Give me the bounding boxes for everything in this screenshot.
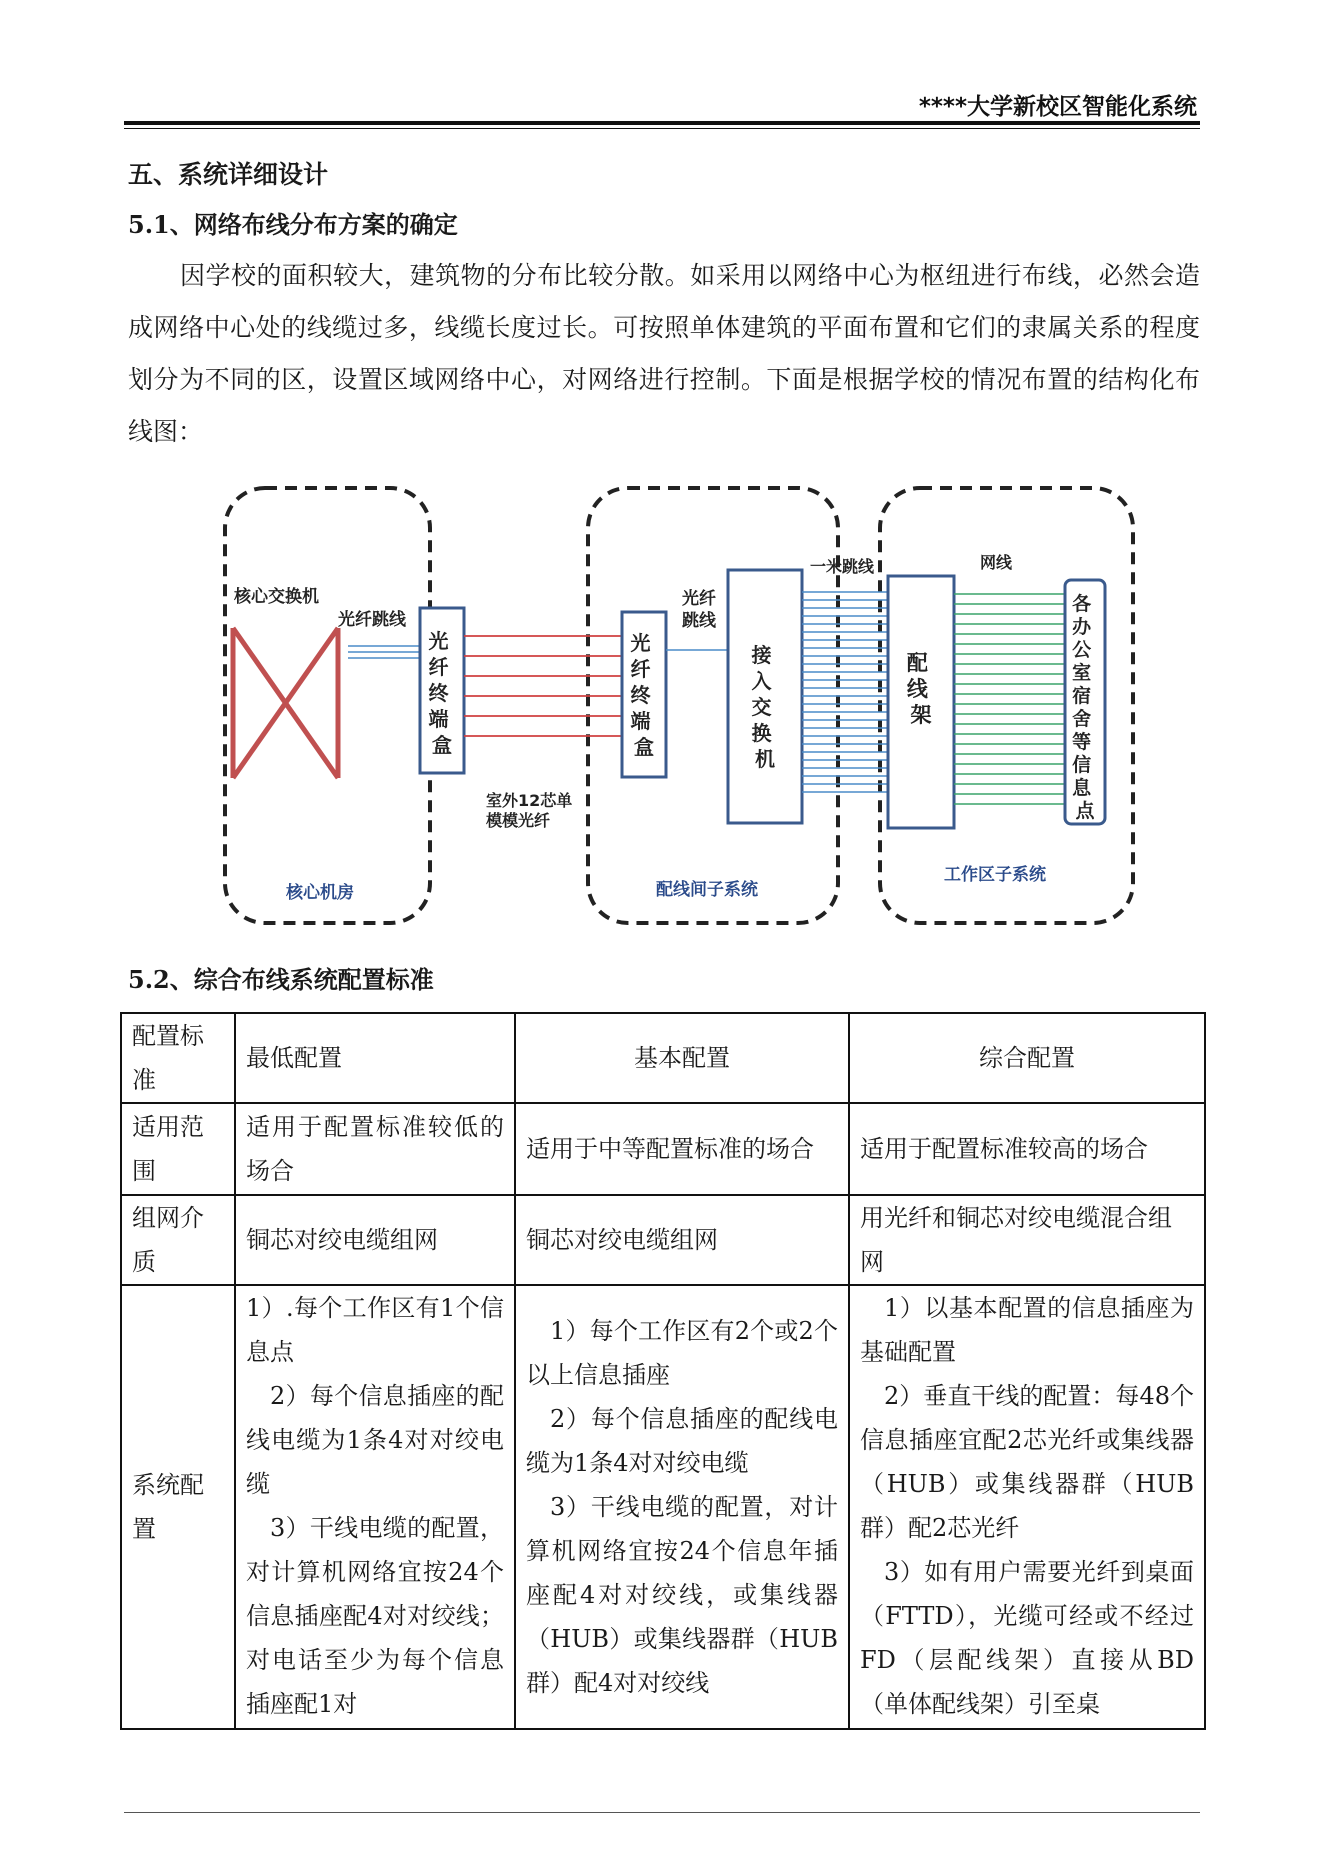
subsection-heading-5-1: 5.1、网络布线分布方案的确定 — [128, 210, 458, 239]
cell-item: 1）每个工作区有2个或2个以上信息插座 — [526, 1317, 838, 1389]
network-cable-lines — [954, 594, 1065, 804]
table-cell: 适用于中等配置标准的场合 — [515, 1103, 849, 1195]
cell-item: 3）干线电缆的配置，对计算机网络宜按24个信息插座配4对对绞线；对电话至少为每个信息插座配1对 — [246, 1514, 504, 1718]
outdoor-fiber-lines — [464, 636, 622, 736]
fiber-terminal-box-1-label: 光 纤 终 端 盒 — [428, 629, 452, 757]
table-cell — [515, 1285, 849, 1729]
cell-item: 2）每个信息插座的配线电缆为1条4对对绞电缆 — [246, 1382, 504, 1498]
cell-item: 3）如有用户需要光纤到桌面（FTTD），光缆可经或不经过FD（层配线架）直接从BD（单体配线架）引至桌 — [860, 1558, 1194, 1718]
table-cell: 铜芯对绞电缆组网 — [515, 1195, 849, 1285]
config-standard-table — [120, 1012, 1206, 1730]
cell-item: 1）.每个工作区有1个信息点 — [246, 1294, 504, 1366]
network-cable-label: 网线 — [980, 553, 1013, 572]
info-points-label: 各 办 公 室 宿 舍 等 信 息 点 — [1072, 593, 1095, 822]
section-heading: 五、系统详细设计 — [128, 160, 329, 189]
core-jumper-lines — [348, 646, 420, 658]
one-meter-jumper-lines — [802, 592, 888, 792]
core-room-zone — [225, 488, 430, 923]
row-label: 适用范围 — [121, 1103, 235, 1195]
core-switch-label: 核心交换机 — [234, 587, 319, 607]
fiber-terminal-box-2-label: 光 纤 终 端 盒 — [630, 631, 654, 759]
header-rule — [124, 121, 1200, 125]
body-paragraph: 因学校的面积较大，建筑物的分布比较分散。如采用以网络中心为枢纽进行布线，必然会造成网络中心处的线缆过多，线缆长度过长。可按照单体建筑的平面布置和它们的隶属关系的程度划分为不同的区，设置区域网络中心，对网络进行控制。下面是根据学校的情况布置的结构化布线图： — [128, 261, 1200, 446]
header-title: ****大学新校区智能化系统 — [918, 94, 1197, 120]
table-row — [121, 1103, 1205, 1195]
wiring-closet-label: 配线间子系统 — [656, 880, 758, 900]
table-header-cell: 综合配置 — [849, 1013, 1205, 1103]
one-meter-jumper-label: 一米跳线 — [810, 557, 875, 576]
core-switch-icon — [233, 628, 338, 778]
core-room-label: 核心机房 — [286, 883, 354, 903]
table-header-cell: 基本配置 — [515, 1013, 849, 1103]
table-cell: 铜芯对绞电缆组网 — [235, 1195, 515, 1285]
row-label: 系统配置 — [121, 1285, 235, 1729]
table-row — [121, 1195, 1205, 1285]
patch-panel — [888, 576, 954, 828]
cell-item: 1）以基本配置的信息插座为基础配置 — [860, 1294, 1194, 1366]
footer-rule — [124, 1812, 1200, 1813]
table-cell — [849, 1285, 1205, 1729]
table-cell: 用光纤和铜芯对绞电缆混合组网 — [849, 1195, 1205, 1285]
table-cell: 适用于配置标准较低的场合 — [235, 1103, 515, 1195]
cell-item: 2）垂直干线的配置：每48个信息插座宜配2芯光纤或集线器（HUB）或集线器群（HUB群）配2芯光纤 — [860, 1382, 1194, 1542]
table-cell — [235, 1285, 515, 1729]
table-header-cell: 配置标准 — [121, 1013, 235, 1103]
table-row — [121, 1285, 1205, 1729]
subsection-heading-5-2: 5.2、综合布线系统配置标准 — [128, 965, 434, 994]
outdoor-fiber-label: 室外12芯单 模模光纤 — [486, 791, 573, 830]
header-rule-thin — [124, 128, 1200, 129]
fiber-jumper-label-1: 光纤跳线 — [338, 610, 406, 630]
row-label: 组网介质 — [121, 1195, 235, 1285]
fiber-jumper-label-2: 光纤 跳线 — [682, 589, 716, 631]
patch-panel-label: 配 线 架 — [906, 651, 932, 727]
cell-item: 3）干线电缆的配置，对计算机网络宜按24个信息年插座配4对对绞线，或集线器（HUB）或集线器群（HUB群）配4对对绞线 — [526, 1493, 838, 1697]
table-header-row — [121, 1013, 1205, 1103]
cell-item: 2）每个信息插座的配线电缆为1条4对对绞电缆 — [526, 1405, 838, 1477]
table-header-cell: 最低配置 — [235, 1013, 515, 1103]
cabling-diagram — [220, 480, 1140, 930]
table-cell: 适用于配置标准较高的场合 — [849, 1103, 1205, 1195]
access-switch-label: 接 入 交 换 机 — [751, 643, 775, 771]
work-area-label: 工作区子系统 — [944, 865, 1046, 885]
